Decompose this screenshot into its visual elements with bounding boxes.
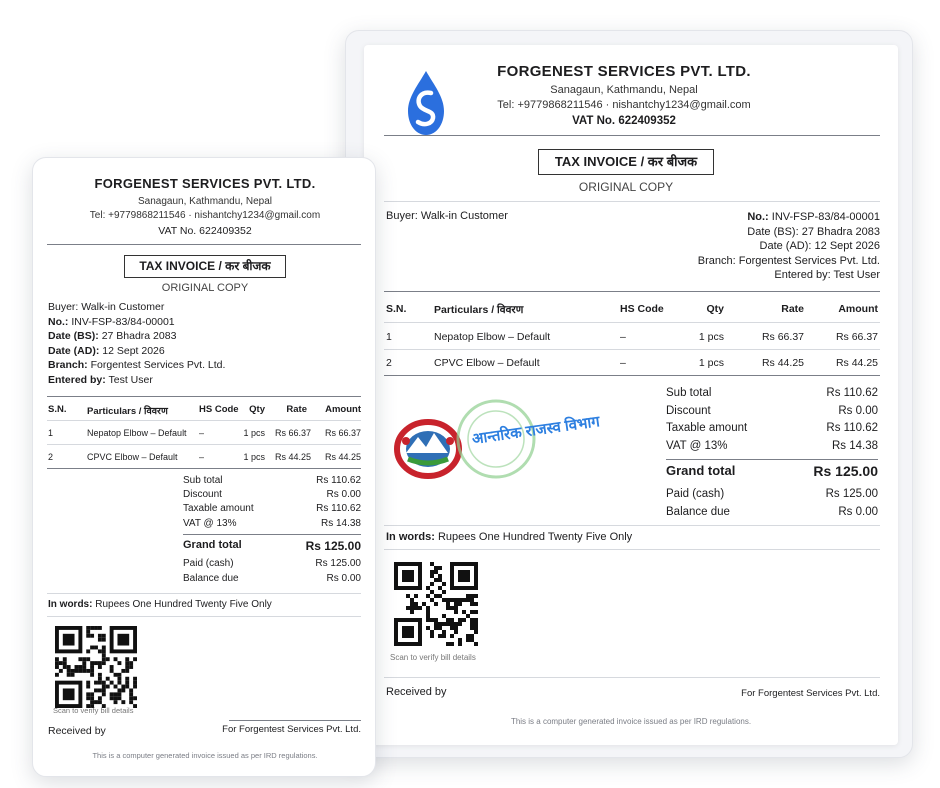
- taxable-row: Taxable amount Rs 110.62: [183, 503, 361, 515]
- company-address: Sanagaun, Kathmandu, Nepal: [138, 196, 272, 207]
- balance-row: Balance due Rs 0.00: [666, 506, 878, 518]
- vat-row: VAT @ 13% Rs 14.38: [666, 439, 878, 452]
- invoice-date-ad: Date (AD): 12 Sept 2026: [48, 344, 165, 357]
- received-by: Received by: [48, 725, 106, 737]
- subtotal-row: Sub total Rs 110.62: [183, 475, 361, 486]
- amount-in-words: In words: Rupees One Hundred Twenty Five Only: [386, 531, 633, 543]
- invoice-meta: [614, 210, 880, 283]
- footer-note: This is a computer generated invoice issued as per IRD regulations.: [510, 717, 752, 726]
- grand-total-row: Grand total Rs 125.00: [183, 539, 361, 553]
- footer-note: This is a computer generated invoice issued as per IRD regulations.: [92, 751, 318, 760]
- for-company: For Forgentest Services Pvt. Ltd.: [741, 688, 880, 699]
- invoice-title: TAX INVOICE / कर बीजक: [124, 255, 286, 278]
- discount-row: Discount Rs 0.00: [666, 404, 878, 417]
- paid-row: Paid (cash) Rs 125.00: [666, 488, 878, 500]
- qr-code-icon: [394, 562, 478, 646]
- taxable-row: Taxable amount Rs 110.62: [666, 422, 878, 434]
- qr-caption: Scan to verify bill details: [53, 706, 134, 715]
- invoice-date-bs: Date (BS): 27 Bhadra 2083: [48, 330, 177, 343]
- vat-row: VAT @ 13% Rs 14.38: [183, 517, 361, 529]
- invoice-no: No.: INV-FSP-83/84-00001: [48, 315, 175, 328]
- invoice-entered-by: Entered by: Test User: [48, 373, 153, 386]
- stamp-text: आन्तरिक राजस्व विभाग: [470, 413, 601, 448]
- for-company: For Forgentest Services Pvt. Ltd.: [222, 724, 361, 735]
- invoice-entered-by: Entered by: Test User: [774, 269, 880, 281]
- qr-caption: Scan to verify bill details: [390, 653, 476, 662]
- buyer-line: [386, 210, 508, 222]
- invoice-no: No.: INV-FSP-83/84-00001: [747, 211, 880, 223]
- amount-in-words: In words: Rupees One Hundred Twenty Five Only: [48, 599, 272, 610]
- company-vat: VAT No. 622409352: [158, 225, 252, 237]
- copy-label: ORIGINAL COPY: [578, 180, 674, 194]
- company-name: FORGENEST SERVICES PVT. LTD.: [497, 63, 751, 80]
- invoice-date-ad: Date (AD): 12 Sept 2026: [759, 240, 880, 252]
- discount-row: Discount Rs 0.00: [183, 489, 361, 501]
- subtotal-row: Sub total Rs 110.62: [666, 387, 878, 399]
- a4-invoice-frame: [345, 30, 913, 758]
- grand-total-row: Grand total Rs 125.00: [666, 463, 878, 479]
- paid-row: Paid (cash) Rs 125.00: [183, 558, 361, 569]
- invoice-meta: [48, 300, 225, 388]
- buyer-value: Walk-in Customer: [420, 210, 508, 222]
- thermal-receipt: FORGENEST SERVICES PVT. LTD. Sanagaun, Kathmandu, Nepal Tel: +9779868211546 · nishantchy1234@gmail.com VAT No. 622409352 TAX INVOICE / कर बीजक ORIGINAL COPY Buyer: Walk-in Customer No.: INV-FSP-83/84-00001 Date (BS): 27 Bhadra 2083 Date (AD): 12 Sept 2026 Branch: Forgentest Services Pvt. Ltd. Entered by: Test User S.N. Particulars / विवरण HS Code Qty Rate Amount 1 Nepatop Elbow – Default – 1 pcs Rs 66.37 Rs 66.37 2 CPVC Elbow – Default – 1 pcs Rs 44.25 Rs 44.25 Sub total Rs 110.62 Discount Rs 0.00 Taxable amount Rs 110.62 VAT @ 13% Rs 14.38 Grand total Rs 125.00 Paid (cash) Rs 125.00 Balance due Rs 0.00 In words: Rupees One Hundred Twenty Five Only Scan to verify bill details Received by For Forgentest Services Pvt. Ltd. This is a computer generated invoice issued as per IRD regulations.: [32, 157, 376, 777]
- qr-code-icon: [55, 626, 137, 708]
- invoice-branch: Branch: Forgentest Services Pvt. Ltd.: [48, 359, 226, 372]
- company-address: Sanagaun, Kathmandu, Nepal: [550, 84, 698, 96]
- company-contact: Tel: +9779868211546 · nishantchy1234@gmail.com: [89, 210, 321, 221]
- totals-block: [666, 385, 878, 455]
- invoice-date-bs: Date (BS): 27 Bhadra 2083: [747, 225, 880, 238]
- company-contact: Tel: +9779868211546 · nishantchy1234@gmail.com: [497, 99, 751, 111]
- invoice-branch: Branch: Forgentest Services Pvt. Ltd.: [697, 254, 880, 267]
- payment-block: [666, 485, 878, 521]
- company-name: FORGENEST SERVICES PVT. LTD.: [94, 176, 316, 191]
- totals-block: [183, 474, 361, 531]
- buyer-line: Buyer: Walk-in Customer: [48, 301, 165, 313]
- copy-label: ORIGINAL COPY: [161, 282, 249, 294]
- received-by: Received by: [386, 686, 447, 698]
- payment-block: [183, 556, 361, 586]
- buyer-label: Buyer:: [386, 210, 418, 222]
- invoice-title: TAX INVOICE / कर बीजक: [538, 149, 714, 175]
- balance-row: Balance due Rs 0.00: [183, 573, 361, 584]
- a4-invoice: FORGENEST SERVICES PVT. LTD. Sanagaun, Kathmandu, Nepal Tel: +9779868211546 · nishantchy1234@gmail.com VAT No. 622409352 TAX INVOICE / कर बीजक ORIGINAL COPY Buyer: Walk-in Customer No.: INV-FSP-83/84-00001 Date (BS): 27 Bhadra 2083 Date (AD): 12 Sept 2026 Branch: Forgentest Services Pvt. Ltd. Entered by: Test User S.N. Particulars / विवरण HS Code Qty Rate Amount 1 Nepatop Elbow – Default – 1 pcs Rs 66.37 Rs 66.37 2 CPVC Elbow – Default – 1 pcs Rs 44.25 Rs 44.25 आन्तरिक राजस्व विभाग Sub total Rs 110.62 Discount Rs 0.00 Taxable amount Rs 110.62 VAT @ 13% Rs 14.38 Grand total Rs 125.00 Paid (cash) Rs 125.00 Balance due Rs 0.00 In words: Rupees One Hundred Twenty Five Only Scan to verify bill details Received by For Forgentest Services Pvt. Ltd. This is a computer generated invoice issued as per IRD regulations.: [364, 45, 898, 745]
- company-vat: VAT No. 622409352: [572, 115, 676, 127]
